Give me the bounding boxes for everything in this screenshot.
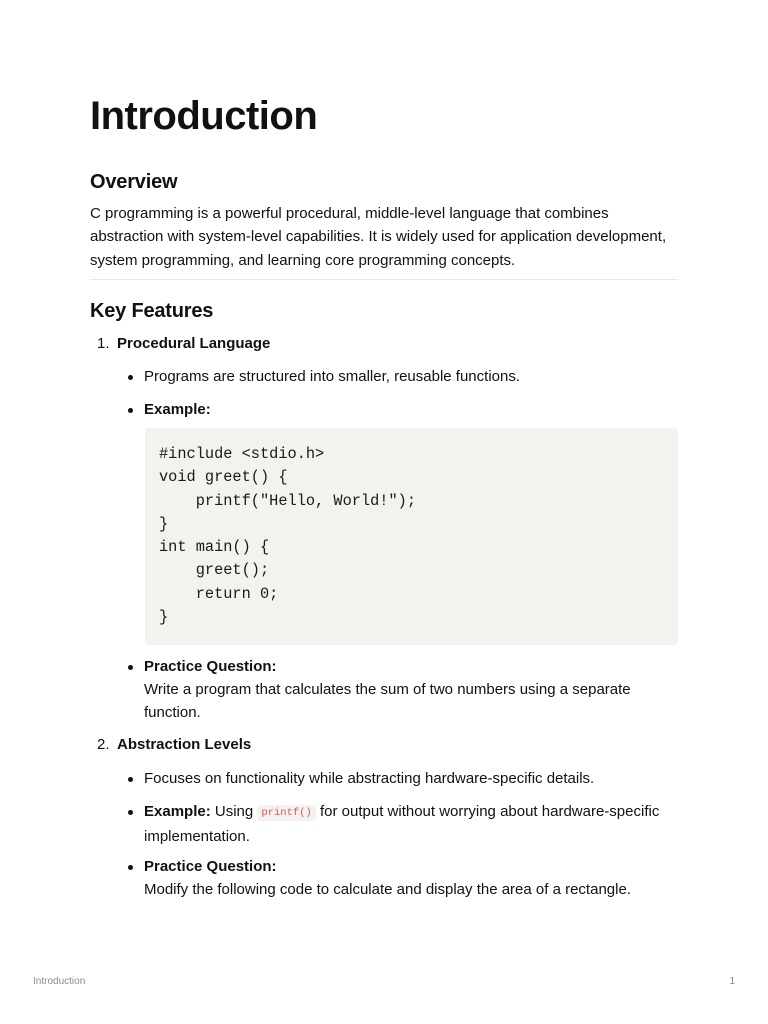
code-block: #include <stdio.h> void greet() { printf("Hello, World!"); } int main() { greet(); return 0; } xyxy=(145,428,678,645)
list-item xyxy=(126,800,678,848)
list-item xyxy=(126,398,678,421)
feature-title-text: Procedural Language xyxy=(117,335,271,352)
overview-paragraph: C programming is a powerful procedural, middle-level language that combines abstraction with system-level capabilities. It is widely used for application development, system programming, and learning core programming concepts. xyxy=(90,205,667,269)
example-label: Example: xyxy=(144,401,211,418)
inline-code: printf() xyxy=(257,805,315,821)
feature-title-text: Abstraction Levels xyxy=(117,736,252,753)
bullet-icon xyxy=(128,408,133,413)
list-item xyxy=(126,855,678,901)
bullet-icon xyxy=(128,777,133,782)
list-item xyxy=(126,655,678,724)
example-text xyxy=(144,800,678,848)
list-number: 1. xyxy=(97,335,110,352)
bullet-text: Programs are structured into smaller, reusable functions. xyxy=(144,368,521,385)
list-item xyxy=(126,767,678,790)
practice-text: Write a program that calculates the sum of two numbers using a separate function. xyxy=(144,681,631,721)
page-title: Introduction xyxy=(90,94,318,138)
example-label: Example: xyxy=(144,803,211,820)
practice-question xyxy=(144,655,678,724)
overview-heading: Overview xyxy=(90,171,178,193)
bullet-icon xyxy=(128,865,133,870)
practice-label: Practice Question: xyxy=(144,858,277,875)
example-pre-text: Using xyxy=(210,803,258,820)
list-item xyxy=(126,365,678,388)
key-features-heading: Key Features xyxy=(90,300,214,322)
bullet-icon xyxy=(128,810,133,815)
practice-label: Practice Question: xyxy=(144,658,277,675)
practice-question xyxy=(144,855,678,901)
list-number: 2. xyxy=(97,736,110,753)
footer-title: Introduction xyxy=(33,976,86,987)
bullet-text: Focuses on functionality while abstracting hardware-specific details. xyxy=(144,770,595,787)
feature-item-title xyxy=(90,734,251,756)
bullet-icon xyxy=(128,375,133,380)
example-post-text: for output without worrying about hardware-specific implementation. xyxy=(144,803,660,845)
practice-text: Modify the following code to calculate and display the area of a rectangle. xyxy=(144,881,631,898)
bullet-icon xyxy=(128,665,133,670)
feature-item-title xyxy=(90,333,270,355)
section-divider xyxy=(90,279,678,280)
page-number: 1 xyxy=(729,976,735,987)
